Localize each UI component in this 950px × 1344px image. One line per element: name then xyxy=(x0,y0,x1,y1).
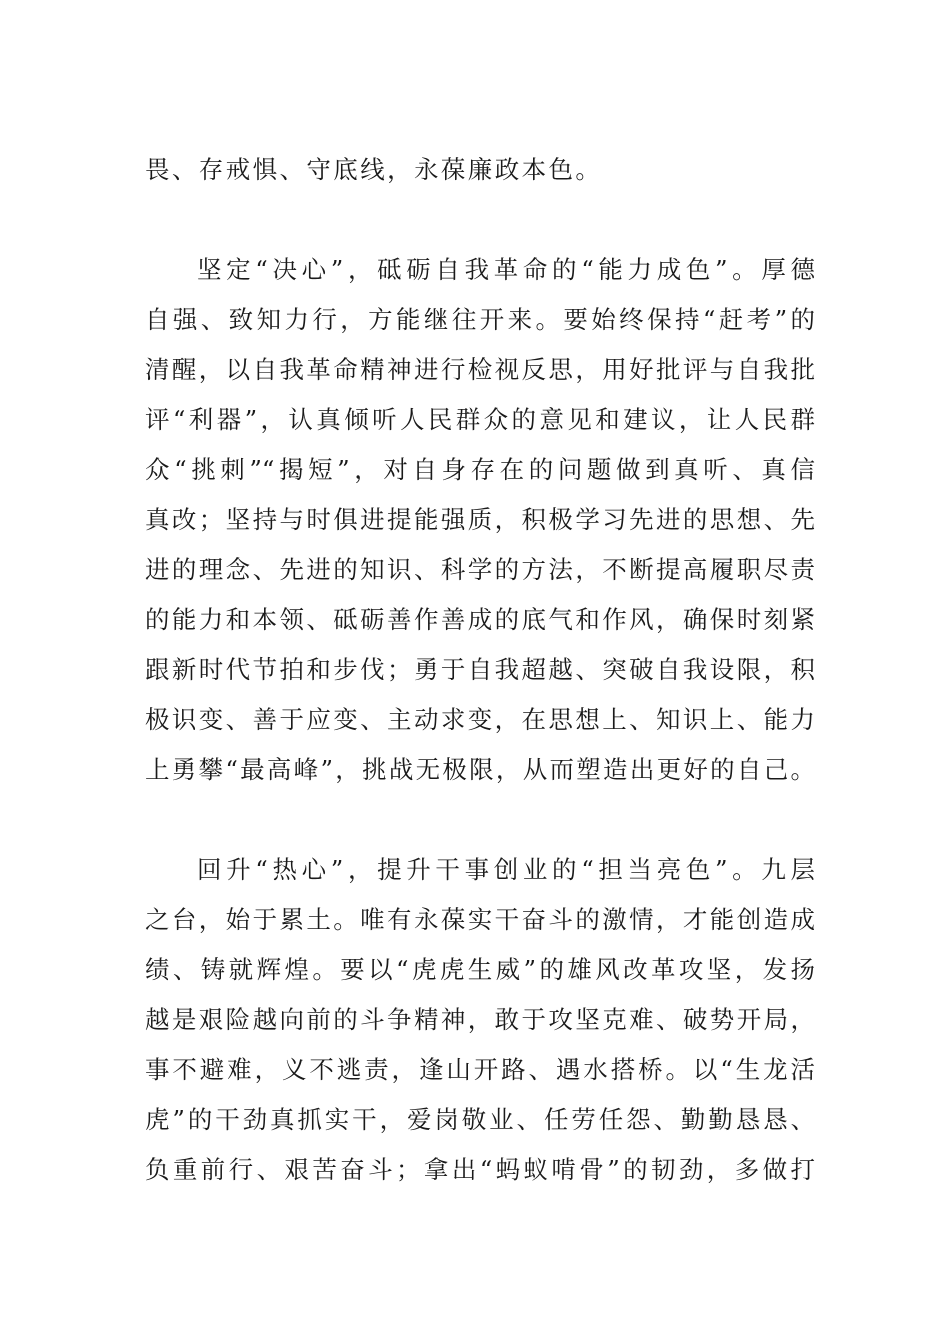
paragraph-3-line-1: 回升“热心”，提升干事创业的“担当亮色”。九层 xyxy=(197,855,815,884)
paragraph-2-line-1: 坚定“决心”，砥砺自我革命的“能力成色”。厚德 xyxy=(197,255,815,284)
paragraph-3-line-3: 绩、铸就辉煌。要以“虎虎生威”的雄风改革攻坚，发扬 xyxy=(145,955,815,984)
paragraph-3-line-5: 事不避难，义不逃责，逢山开路、遇水搭桥。以“生龙活 xyxy=(145,1055,815,1084)
paragraph-3-line-7: 负重前行、艰苦奋斗；拿出“蚂蚁啃骨”的韧劲，多做打 xyxy=(145,1155,815,1184)
paragraph-2-line-8: 的能力和本领、砥砺善作善成的底气和作风，确保时刻紧 xyxy=(145,605,815,634)
paragraph-3-line-2: 之台，始于累土。唯有永葆实干奋斗的激情，才能创造成 xyxy=(145,905,815,934)
paragraph-2-line-4: 评“利器”，认真倾听人民群众的意见和建议，让人民群 xyxy=(145,405,815,434)
paragraph-2-line-7: 进的理念、先进的知识、科学的方法，不断提高履职尽责 xyxy=(145,555,815,584)
paragraph-2-line-2: 自强、致知力行，方能继往开来。要始终保持“赶考”的 xyxy=(145,305,815,334)
paragraph-2-line-5: 众“挑刺”“揭短”，对自身存在的问题做到真听、真信 xyxy=(145,455,815,484)
paragraph-1-line-1: 畏、存戒惧、守底线，永葆廉政本色。 xyxy=(145,155,603,184)
paragraph-3-line-6: 虎”的干劲真抓实干，爱岗敬业、任劳任怨、勤勤恳恳、 xyxy=(145,1105,815,1134)
paragraph-2-line-9: 跟新时代节拍和步伐；勇于自我超越、突破自我设限，积 xyxy=(145,655,815,684)
paragraph-2-line-10: 极识变、善于应变、主动求变，在思想上、知识上、能力 xyxy=(145,705,815,734)
paragraph-2-line-6: 真改；坚持与时俱进提能强质，积极学习先进的思想、先 xyxy=(145,505,815,534)
paragraph-2-line-3: 清醒，以自我革命精神进行检视反思，用好批评与自我批 xyxy=(145,355,815,384)
paragraph-3-line-4: 越是艰险越向前的斗争精神，敢于攻坚克难、破势开局， xyxy=(145,1005,815,1034)
paragraph-2-line-11: 上勇攀“最高峰”，挑战无极限，从而塑造出更好的自己。 xyxy=(145,755,815,784)
